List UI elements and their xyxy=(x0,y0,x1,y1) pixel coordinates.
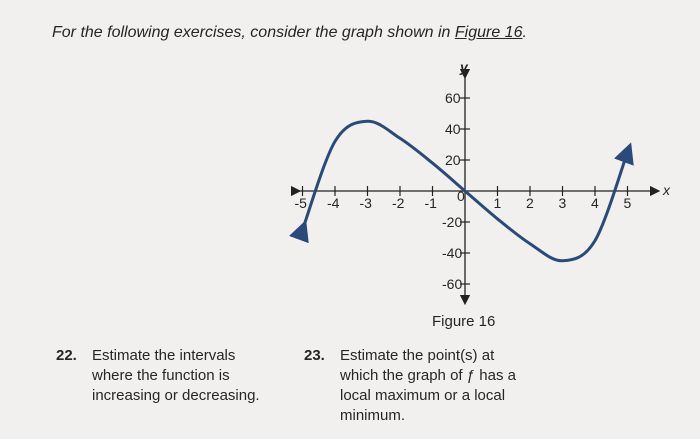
figure-link[interactable]: Figure 16 xyxy=(454,24,523,41)
x-tick-label: -4 xyxy=(327,195,340,211)
x-tick-label: 3 xyxy=(558,195,567,211)
exercise-22-number: 22. xyxy=(56,347,77,364)
x-tick-label: -1 xyxy=(424,195,437,211)
x-tick-label: 5 xyxy=(623,195,632,211)
axes xyxy=(296,74,655,300)
y-tick-label: 40 xyxy=(445,121,461,137)
figure-caption: Figure 16 xyxy=(432,313,496,330)
x-tick-label: 4 xyxy=(591,195,599,211)
exercise-23-text: Estimate the point(s) at which the graph of ƒ has a local maximum or a local minimum. xyxy=(340,347,516,424)
x-tick-label: 2 xyxy=(526,195,534,211)
exercise-22 xyxy=(56,346,296,426)
x-tick-label: -2 xyxy=(392,195,405,211)
y-tick-label: -20 xyxy=(442,214,463,230)
x-tick-label: -5 xyxy=(294,195,307,211)
x-tick-label: -3 xyxy=(359,195,372,211)
y-tick-label: -60 xyxy=(442,276,463,292)
x-axis-label: x xyxy=(663,182,670,198)
intro-text-after: . xyxy=(522,24,527,41)
exercise-23 xyxy=(304,346,584,436)
tick-labels xyxy=(295,59,672,292)
y-tick-label: 60 xyxy=(445,90,461,106)
intro-text-before: For the following exercises, consider the graph shown in xyxy=(52,24,455,41)
y-axis-label: y xyxy=(460,59,468,75)
origin-label: 0 xyxy=(457,188,465,204)
exercise-23-number: 23. xyxy=(304,347,325,364)
y-tick-label: -40 xyxy=(442,245,463,261)
x-tick-label: 1 xyxy=(493,195,502,211)
exercise-22-text: Estimate the intervals where the function is increasing or decreasing. xyxy=(92,347,260,404)
y-tick-label: 20 xyxy=(445,152,461,168)
